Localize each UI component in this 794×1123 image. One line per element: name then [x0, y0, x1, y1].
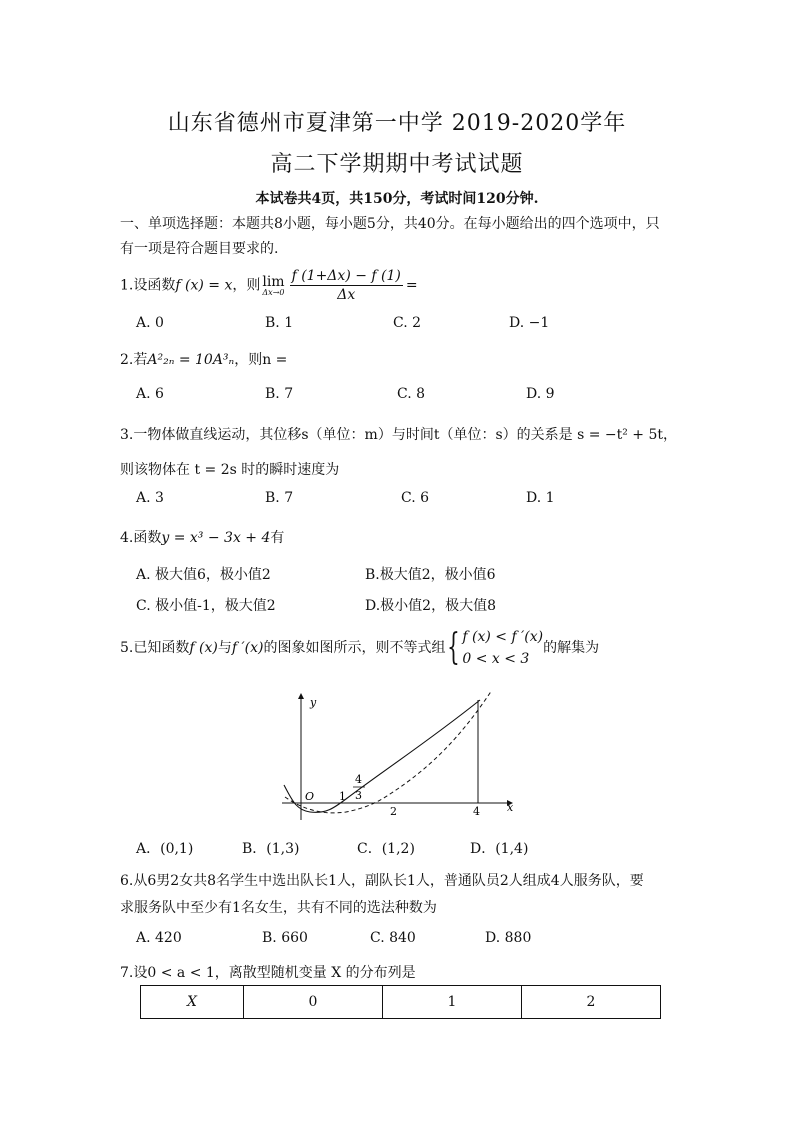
- q1-fraction: [290, 268, 403, 303]
- q2-option-d: D. 9: [526, 386, 555, 402]
- q5-prefix: 5.已知函数: [120, 640, 190, 656]
- graph-label-frac-den: 3: [355, 789, 362, 802]
- q5-middle: 的图象如图所示，则不等式组: [263, 640, 446, 656]
- q4-suffix: 有: [270, 530, 285, 546]
- q1-lim-sub: Δx→0: [262, 287, 285, 297]
- q5-fp: f ′(x): [231, 640, 264, 656]
- q6-line1: 6.从6男2女共8名学生中选出队长1人，副队长1人，普通队员2人组成4人服务队，要: [120, 873, 644, 889]
- q1-prefix: 1.设函数: [120, 277, 176, 294]
- q2-option-b: B. 7: [265, 386, 294, 402]
- table-header-x: X: [141, 986, 244, 1019]
- section1-intro-line1: 一、单项选择题：本题共8小题，每小题5分，共40分。在每小题给出的四个选项中，只: [120, 216, 660, 232]
- q6-option-a: A. 420: [136, 930, 182, 946]
- q4-option-b: B.极大值2，极小值6: [365, 567, 496, 583]
- q5-sys-line1: f (x) < f ′(x): [462, 629, 544, 645]
- q6-option-c: C. 840: [370, 930, 416, 946]
- q4-prefix: 4.函数: [120, 530, 162, 546]
- q6-option-b: B. 660: [262, 930, 308, 946]
- table-header-1: 1: [383, 986, 522, 1019]
- q5-f: f (x): [189, 640, 218, 656]
- q1-limit: [262, 275, 284, 297]
- q2-option-c: C. 8: [397, 386, 426, 402]
- q4-option-c: C. 极小值-1，极大值2: [136, 598, 276, 614]
- q2-prefix: 2.若: [120, 352, 148, 368]
- graph-label-frac-num: 4: [355, 773, 362, 786]
- q3-line2: 则该物体在 t = 2s 时的瞬时速度为: [120, 462, 340, 478]
- question-1: [120, 268, 418, 303]
- section1-intro-line2: 有一项是符合题目要求的.: [120, 241, 279, 257]
- q5-option-a: A．(0,1): [136, 841, 194, 857]
- q5-option-c: C．(1,2): [357, 841, 415, 857]
- q5-function-graph: [270, 688, 530, 823]
- graph-label-one: 1: [339, 790, 346, 803]
- q1-denominator: Δx: [337, 287, 356, 303]
- q7-line1: 7.设0 < a < 1，离散型随机变量 X 的分布列是: [120, 965, 416, 981]
- q3-line1: 3.一物体做直线运动，其位移s（单位：m）与时间t（单位：s）的关系是 s = −t² + 5t，: [120, 427, 678, 443]
- table-row: [141, 986, 661, 1019]
- q4-option-d: D.极小值2，极大值8: [365, 598, 496, 614]
- graph-label-two: 2: [390, 805, 397, 818]
- q5-and: 与: [217, 640, 232, 656]
- q1-lim-word: lim: [262, 273, 285, 290]
- q5-suffix: 的解集为: [543, 640, 600, 656]
- q5-option-d: D．(1,4): [470, 841, 529, 857]
- q2-option-a: A. 6: [136, 386, 164, 402]
- graph-label-origin: O: [305, 790, 315, 803]
- exam-info: 本试卷共4页，共150分，考试时间120分钟.: [255, 191, 539, 207]
- q5-brace: {: [447, 627, 461, 668]
- q1-option-d: D. −1: [509, 315, 550, 331]
- q4-option-a: A. 极大值6，极小值2: [136, 567, 271, 583]
- q2-expr: A²₂ₙ = 10A³ₙ: [147, 352, 235, 368]
- question-5: [120, 626, 599, 670]
- graph-label-y: y: [310, 696, 317, 709]
- q2-suffix: ，则n =: [234, 352, 288, 368]
- q1-middle: ，则: [232, 277, 261, 294]
- q1-option-b: B. 1: [265, 315, 294, 331]
- q1-numerator: f (1+Δx) − f (1): [291, 268, 401, 284]
- exam-title-line1: 山东省德州市夏津第一中学 2019-2020学年: [167, 111, 627, 136]
- graph-label-x: x: [507, 801, 514, 814]
- q1-suffix: =: [405, 277, 418, 294]
- exam-title-line2: 高二下学期期中考试试题: [270, 152, 524, 177]
- q3-option-a: A. 3: [136, 490, 164, 506]
- question-4: [120, 527, 284, 547]
- q1-func: f (x) = x: [175, 277, 233, 294]
- table-header-2: 2: [522, 986, 661, 1019]
- q3-option-b: B. 7: [265, 490, 294, 506]
- q6-line2: 求服务队中至少有1名女生，共有不同的选法种数为: [120, 900, 437, 916]
- q3-option-d: D. 1: [526, 490, 555, 506]
- q1-option-a: A. 0: [136, 315, 164, 331]
- q3-option-c: C. 6: [401, 490, 430, 506]
- q5-system: [462, 626, 543, 670]
- distribution-table: [140, 985, 661, 1019]
- q4-expr: y = x³ − 3x + 4: [161, 530, 271, 546]
- table-header-0: 0: [244, 986, 383, 1019]
- graph-label-four: 4: [473, 805, 480, 818]
- q5-sys-line2: 0 < x < 3: [462, 651, 530, 667]
- q5-option-b: B．(1,3): [242, 841, 300, 857]
- q6-option-d: D. 880: [485, 930, 532, 946]
- question-2: [120, 349, 287, 369]
- q1-option-c: C. 2: [393, 315, 422, 331]
